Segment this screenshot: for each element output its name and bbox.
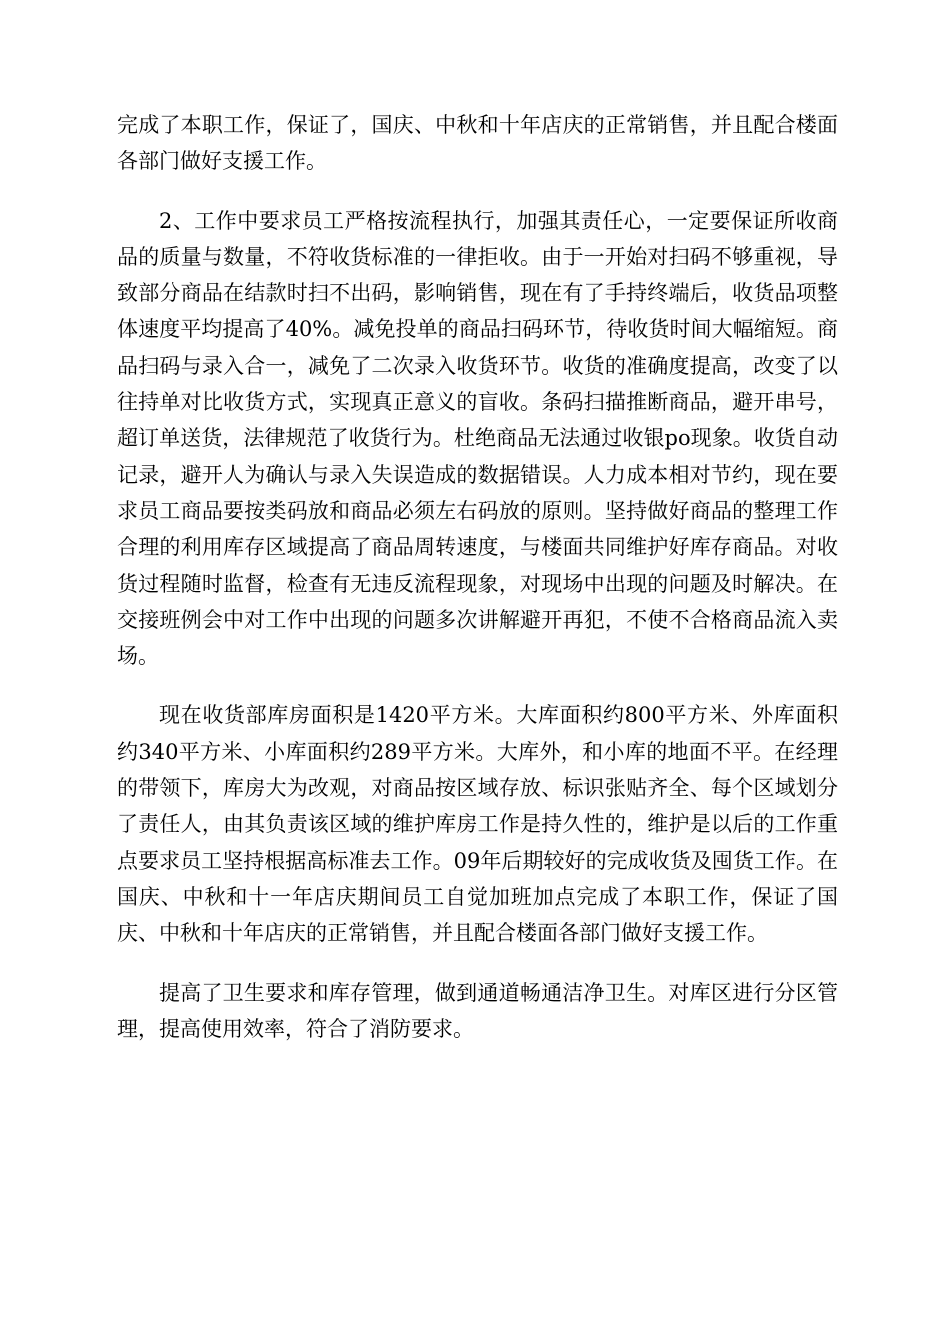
paragraph-receiving-process: 2、工作中要求员工严格按流程执行，加强其责任心，一定要保证所收商品的质量与数量，不符收货标准的一律拒收。由于一开始对扫码不够重视，导致部分商品在结款时扫不出码，影响销售，现在有了手持终端后，收货品项整体速度平均提高了40%。减免投单的商品扫码环节，待收货时间大幅缩短。商品扫码与录入合一，减免了二次录入收货环节。收货的准确度提高，改变了以往持单对比收货方式，实现真正意义的盲收。条码扫描推断商品，避开串号，超订单送货，法律规范了收货行为。杜绝商品无法通过收银po现象。收货自动记录，避开人为确认与录入失误造成的数据错误。人力成本相对节约，现在要求员工商品要按类码放和商品必须左右码放的原则。坚持做好商品的整理工作合理的利用库存区域提高了商品周转速度，与楼面共同维护好库存商品。对收货过程随时监督，检查有无违反流程现象，对现场中出现的问题及时解决。在交接班例会中对工作中出现的问题多次讲解避开再犯，不使不合格商品流入卖场。 bbox=[117, 208, 838, 669]
paragraph-continuation: 完成了本职工作，保证了，国庆、中秋和十年店庆的正常销售，并且配合楼面各部门做好支援工作。 bbox=[117, 113, 838, 174]
paragraph-warehouse-area: 现在收货部库房面积是1420平方米。大库面积约800平方米、外库面积约340平方米、小库面积约289平方米。大库外，和小库的地面不平。在经理的带领下，库房大为改观，对商品按区域存放、标识张贴齐全、每个区域划分了责任人，由其负责该区域的维护库房工作是持久性的，维护是以后的工作重点要求员工坚持根据高标准去工作。09年后期较好的完成收货及囤货工作。在国庆、中秋和十一年店庆期间员工自觉加班加点完成了本职工作，保证了国庆、中秋和十年店庆的正常销售，并且配合楼面各部门做好支援工作。 bbox=[117, 703, 838, 946]
paragraph-hygiene-management: 提高了卫生要求和库存管理，做到通道畅通洁净卫生。对库区进行分区管理，提高使用效率，符合了消防要求。 bbox=[117, 980, 838, 1041]
